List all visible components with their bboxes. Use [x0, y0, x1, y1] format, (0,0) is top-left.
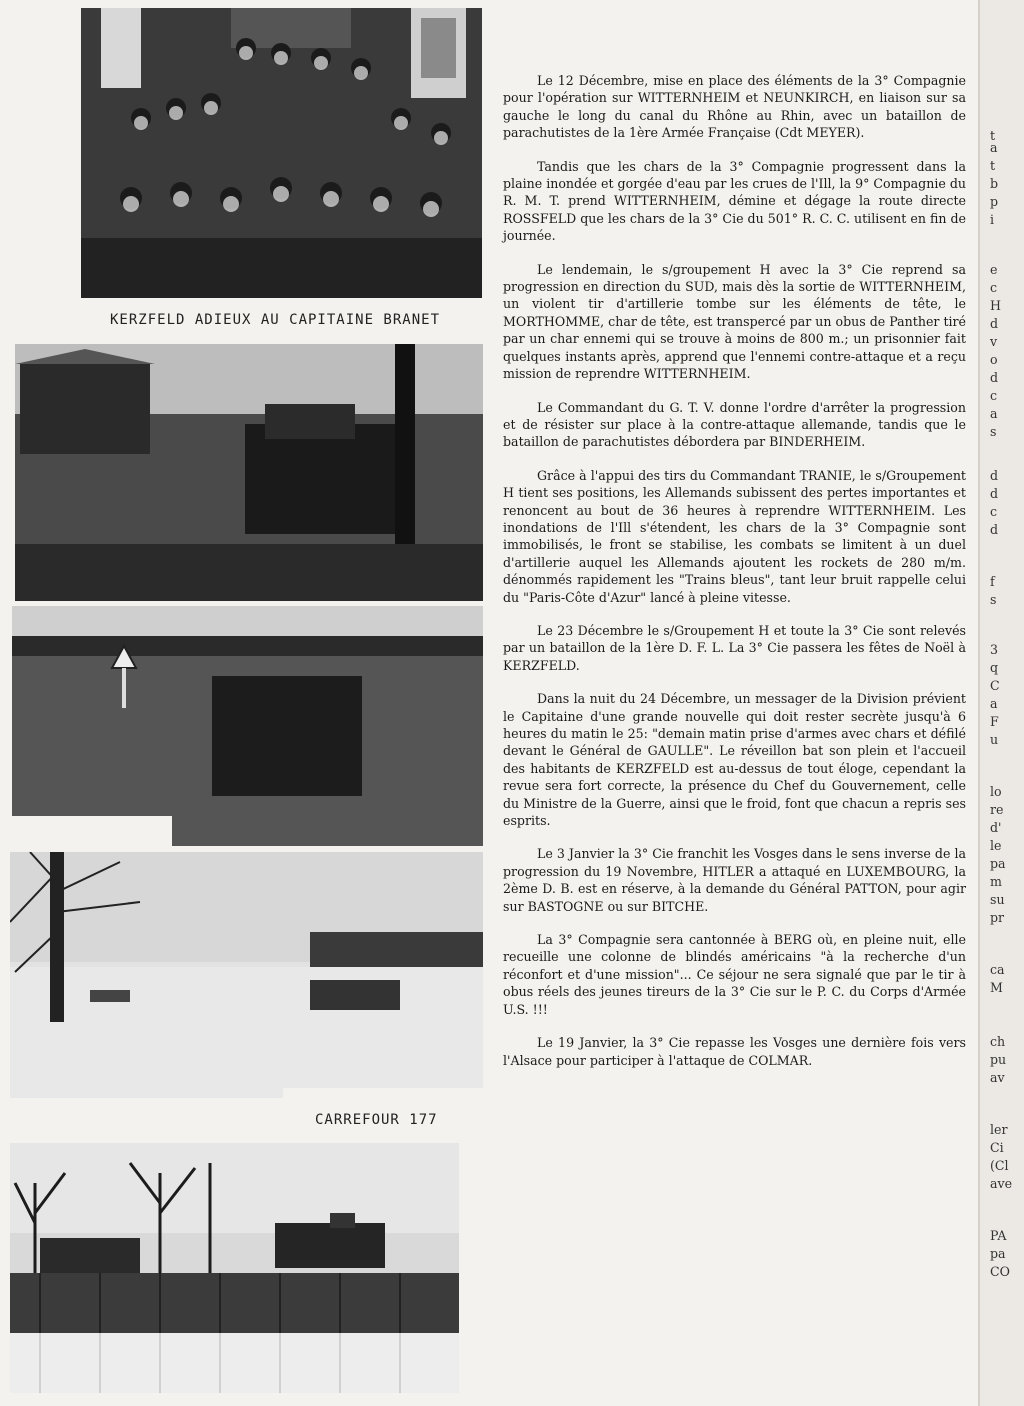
- next-page-fragment: (Cl: [990, 1158, 1009, 1173]
- next-page-fragment: d: [990, 370, 999, 385]
- paragraph: Grâce à l'appui des tirs du Commandant TRANIE, le s/Groupement H tient ses positions, les Allemands subissent des pertes importantes et renoncent au bout de 36 heures à reprendre WITTERNHEIM. Les inondations de l'Ill s'étendent, les chars de la 3° Compagnie sont immobilisés, le front se stabilise, les combats se limitent à un duel d'artillerie auquel les Allemands ajoutent les rockets de 280 m/m. dénommés rapidement les "Trains bleus", tant leur bruit rappelle celui du "Paris-Côte d'Azur" lancé à pleine vitesse.: [503, 467, 966, 605]
- next-page-fragment: CO: [990, 1264, 1010, 1279]
- next-page-fragment: e: [990, 262, 998, 277]
- next-page-fragment: c: [990, 504, 998, 519]
- next-page-fragment: p: [990, 194, 999, 209]
- next-page-fragment: F: [990, 714, 999, 729]
- paragraph: Le 3 Janvier la 3° Cie franchit les Vosges dans le sens inverse de la progression du 19 Novembre, HITLER a attaqué en LUXEMBOURG, la 2ème D. B. est en réserve, à la demande du Général PATTON, pour agir sur BASTOGNE ou sur BITCHE.: [503, 846, 966, 914]
- paragraph: Le 23 Décembre le s/Groupement H et toute la 3° Cie sont relevés par un bataillon de la 1ère D. F. L. La 3° Cie passera les fêtes de Noël à KERZFELD.: [503, 622, 966, 673]
- next-page-fragment: a: [990, 140, 998, 155]
- next-page-fragment: i: [990, 212, 995, 227]
- paragraph: Le 19 Janvier, la 3° Cie repasse les Vosges une dernière fois vers l'Alsace pour participer à l'attaque de COLMAR.: [503, 1035, 966, 1068]
- group-photo: [81, 8, 482, 298]
- next-page-fragment: lo: [990, 784, 1002, 799]
- tanks-trees-image: [10, 1143, 459, 1393]
- next-page-fragment: v: [990, 334, 998, 349]
- adjacent-page-edge: [978, 0, 1024, 1406]
- next-page-fragment: s: [990, 592, 997, 607]
- next-page-fragment: u: [990, 732, 999, 747]
- paragraph: Le Commandant du G. T. V. donne l'ordre d'arrêter la progression et de résister sur place à la contre-attaque allemande, tandis que le bataillon de parachutistes débordera par BINDERHEIM.: [503, 399, 966, 450]
- next-page-fragment: re: [990, 802, 1004, 817]
- next-page-fragment: c: [990, 388, 998, 403]
- next-page-fragment: c: [990, 280, 998, 295]
- paragraph: La 3° Compagnie sera cantonnée à BERG où, en pleine nuit, elle recueille une colonne de blindés américains "à la recherche d'un réconfort et d'une mission"... Ce séjour ne sera signalé que par le tir à obus réels des jeunes tireurs de la 3° Cie sur le P. C. du Corps d'Armée U.S. !!!: [503, 932, 966, 1017]
- next-page-fragment: pa: [990, 856, 1006, 871]
- photo1-caption: KERZFELD ADIEUX AU CAPITAINE BRANET: [110, 312, 441, 328]
- next-page-fragment: d': [990, 820, 1002, 835]
- next-page-fragment: ch: [990, 1034, 1006, 1049]
- next-page-fragment: d: [990, 522, 999, 537]
- next-page-fragment: ca: [990, 962, 1005, 977]
- tank-roadsign-photo: [12, 606, 483, 846]
- next-page-fragment: d: [990, 316, 999, 331]
- tanks-trees-photo: [10, 1143, 459, 1393]
- tank-village-photo: [15, 344, 483, 601]
- next-page-fragment: m: [990, 874, 1002, 889]
- carrefour-image: [10, 852, 483, 1098]
- next-page-fragment: av: [990, 1070, 1005, 1085]
- next-page-fragment: t: [990, 128, 996, 143]
- next-page-fragment: pu: [990, 1052, 1007, 1067]
- next-page-fragment: o: [990, 352, 998, 367]
- next-page-fragment: su: [990, 892, 1005, 907]
- next-page-fragment: b: [990, 176, 999, 191]
- photo4-caption: CARREFOUR 177: [315, 1112, 438, 1128]
- next-page-fragment: a: [990, 406, 998, 421]
- next-page-fragment: ave: [990, 1176, 1013, 1191]
- next-page-fragment: t: [990, 158, 996, 173]
- next-page-fragment: a: [990, 696, 998, 711]
- next-page-fragment: le: [990, 838, 1002, 853]
- next-page-fragment: PA: [990, 1228, 1007, 1243]
- next-page-fragment: Ci: [990, 1140, 1004, 1155]
- next-page-fragment: q: [990, 660, 999, 675]
- carrefour-photo: [10, 852, 483, 1098]
- next-page-fragment: pa: [990, 1246, 1006, 1261]
- paragraph: Tandis que les chars de la 3° Compagnie progressent dans la plaine inondée et gorgée d'eau par les crues de l'Ill, la 9° Compagnie du R. M. T. prend WITTERNHEIM, démine et dégage la route directe ROSSFELD que les chars de la 3° Cie du 501° R. C. C. utilisent en fin de journée.: [503, 158, 966, 244]
- paragraph: Le lendemain, le s/groupement H avec la 3° Cie reprend sa progression en direction du SUD, mais dès la sortie de WITTERNHEIM, un violent tir d'artillerie tombe sur les éléments de tête, le MORTHOMME, char de tête, est transpercé par un obus de Panther tiré par un char ennemi qui se trouve à moins de 800 m.; un prisonnier fait quelques instants après, apprend que l'ennemi contre-attaque et a reçu mission de reprendre WITTERNHEIM.: [503, 261, 966, 382]
- article-text: [503, 72, 966, 1085]
- next-page-fragment: H: [990, 298, 1001, 313]
- next-page-fragment: d: [990, 486, 999, 501]
- next-page-fragment: 3: [990, 642, 999, 657]
- next-page-fragment: f: [990, 574, 995, 589]
- next-page-fragment: d: [990, 468, 999, 483]
- group-photo-image: [81, 8, 482, 298]
- next-page-fragment: C: [990, 678, 1000, 693]
- tank-village-image: [15, 344, 483, 601]
- next-page-fragment: ler: [990, 1122, 1008, 1137]
- tank-roadsign-image: [12, 606, 483, 846]
- next-page-fragment: M: [990, 980, 1003, 995]
- paragraph: Dans la nuit du 24 Décembre, un messager de la Division prévient le Capitaine d'une grande nouvelle qui doit rester secrète jusqu'à 6 heures du matin le 25: "demain matin prise d'armes avec chars et défilé devant le Général de GAULLE". Le réveillon bat son plein et l'accueil des habitants de KERZFELD est au-dessus de tout éloge, cependant la revue sera fort correcte, la présence du Chef du Gouvernement, celle du Ministre de la Guerre, ainsi que le froid, font que chacun a repris ses esprits.: [503, 691, 966, 829]
- next-page-fragment: s: [990, 424, 997, 439]
- next-page-fragment: pr: [990, 910, 1005, 925]
- paragraph: Le 12 Décembre, mise en place des éléments de la 3° Compagnie pour l'opération sur WITTERNHEIM et NEUNKIRCH, en liaison sur sa gauche le long du canal du Rhône au Rhin, avec un bataillon de parachutistes de la 1ère Armée Française (Cdt MEYER).: [503, 73, 966, 141]
